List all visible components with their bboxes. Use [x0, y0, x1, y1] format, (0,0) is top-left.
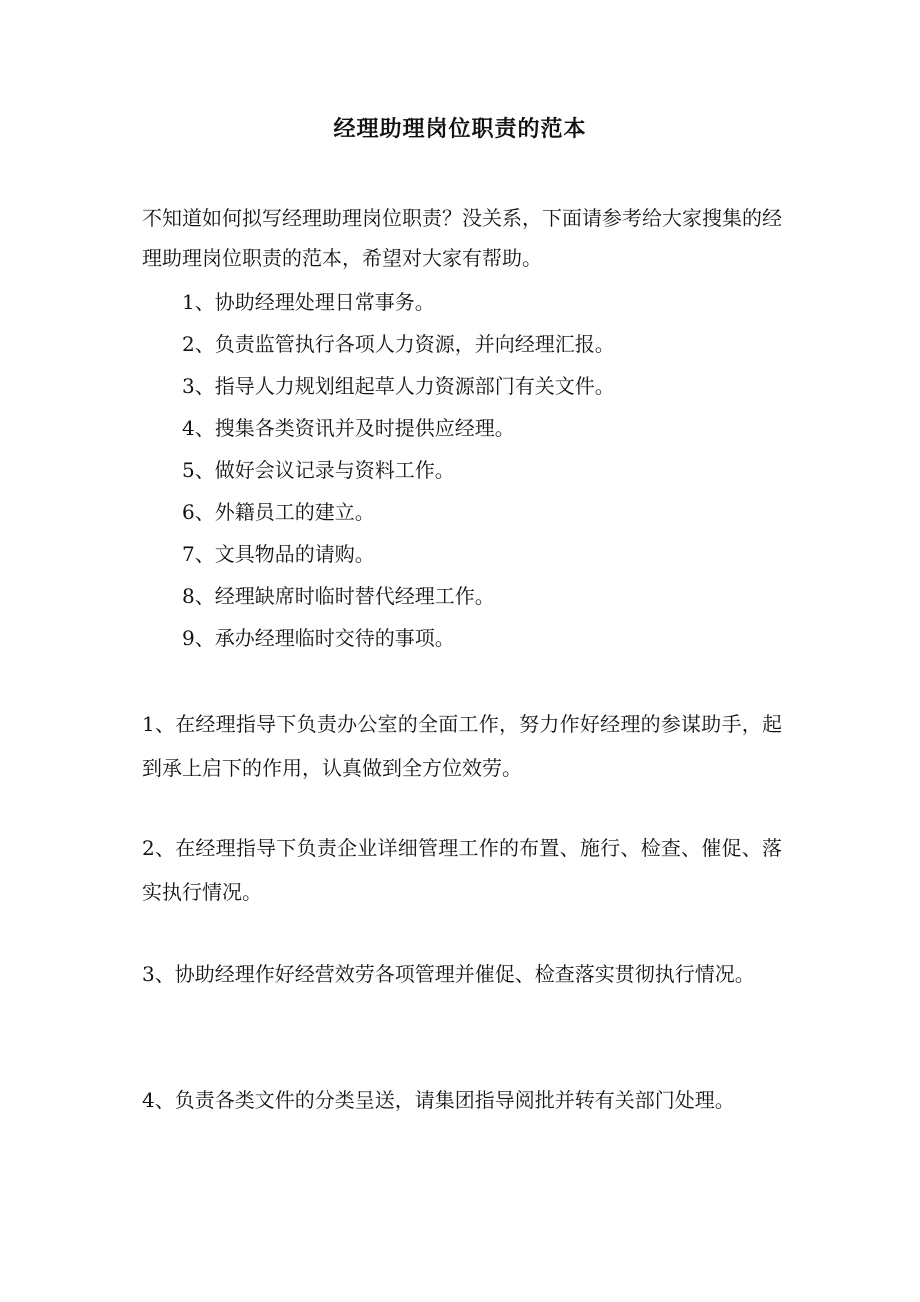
list-item: 8、经理缺席时临时替代经理工作。 — [182, 584, 495, 608]
intro-paragraph: 不知道如何拟写经理助理岗位职责？没关系，下面请参考给大家搜集的经理助理岗位职责的范本，希望对大家有帮助。 — [142, 206, 782, 270]
list-item: 3、指导人力规划组起草人力资源部门有关文件。 — [182, 374, 615, 398]
list-item: 9、承办经理临时交待的事项。 — [182, 626, 455, 650]
list-item: 2、负责监管执行各项人力资源，并向经理汇报。 — [182, 332, 615, 356]
body-paragraph: 3、协助经理作好经营效劳各项管理并催促、检查落实贯彻执行情况。 — [142, 962, 755, 986]
list-item: 7、文具物品的请购。 — [182, 542, 375, 566]
list-item: 5、做好会议记录与资料工作。 — [182, 458, 455, 482]
duty-list — [182, 281, 782, 659]
list-item: 4、搜集各类资讯并及时提供应经理。 — [182, 416, 515, 440]
list-item: 1、协助经理处理日常事务。 — [182, 290, 435, 314]
body-paragraph: 2、在经理指导下负责企业详细管理工作的布置、施行、检查、催促、落实执行情况。 — [142, 836, 782, 904]
body-paragraph: 1、在经理指导下负责办公室的全面工作，努力作好经理的参谋助手，起到承上启下的作用，认真做到全方位效劳。 — [142, 712, 782, 780]
body-paragraph: 4、负责各类文件的分类呈送，请集团指导阅批并转有关部门处理。 — [142, 1088, 735, 1112]
list-item: 6、外籍员工的建立。 — [182, 500, 375, 524]
page-title: 经理助理岗位职责的范本 — [333, 116, 587, 142]
